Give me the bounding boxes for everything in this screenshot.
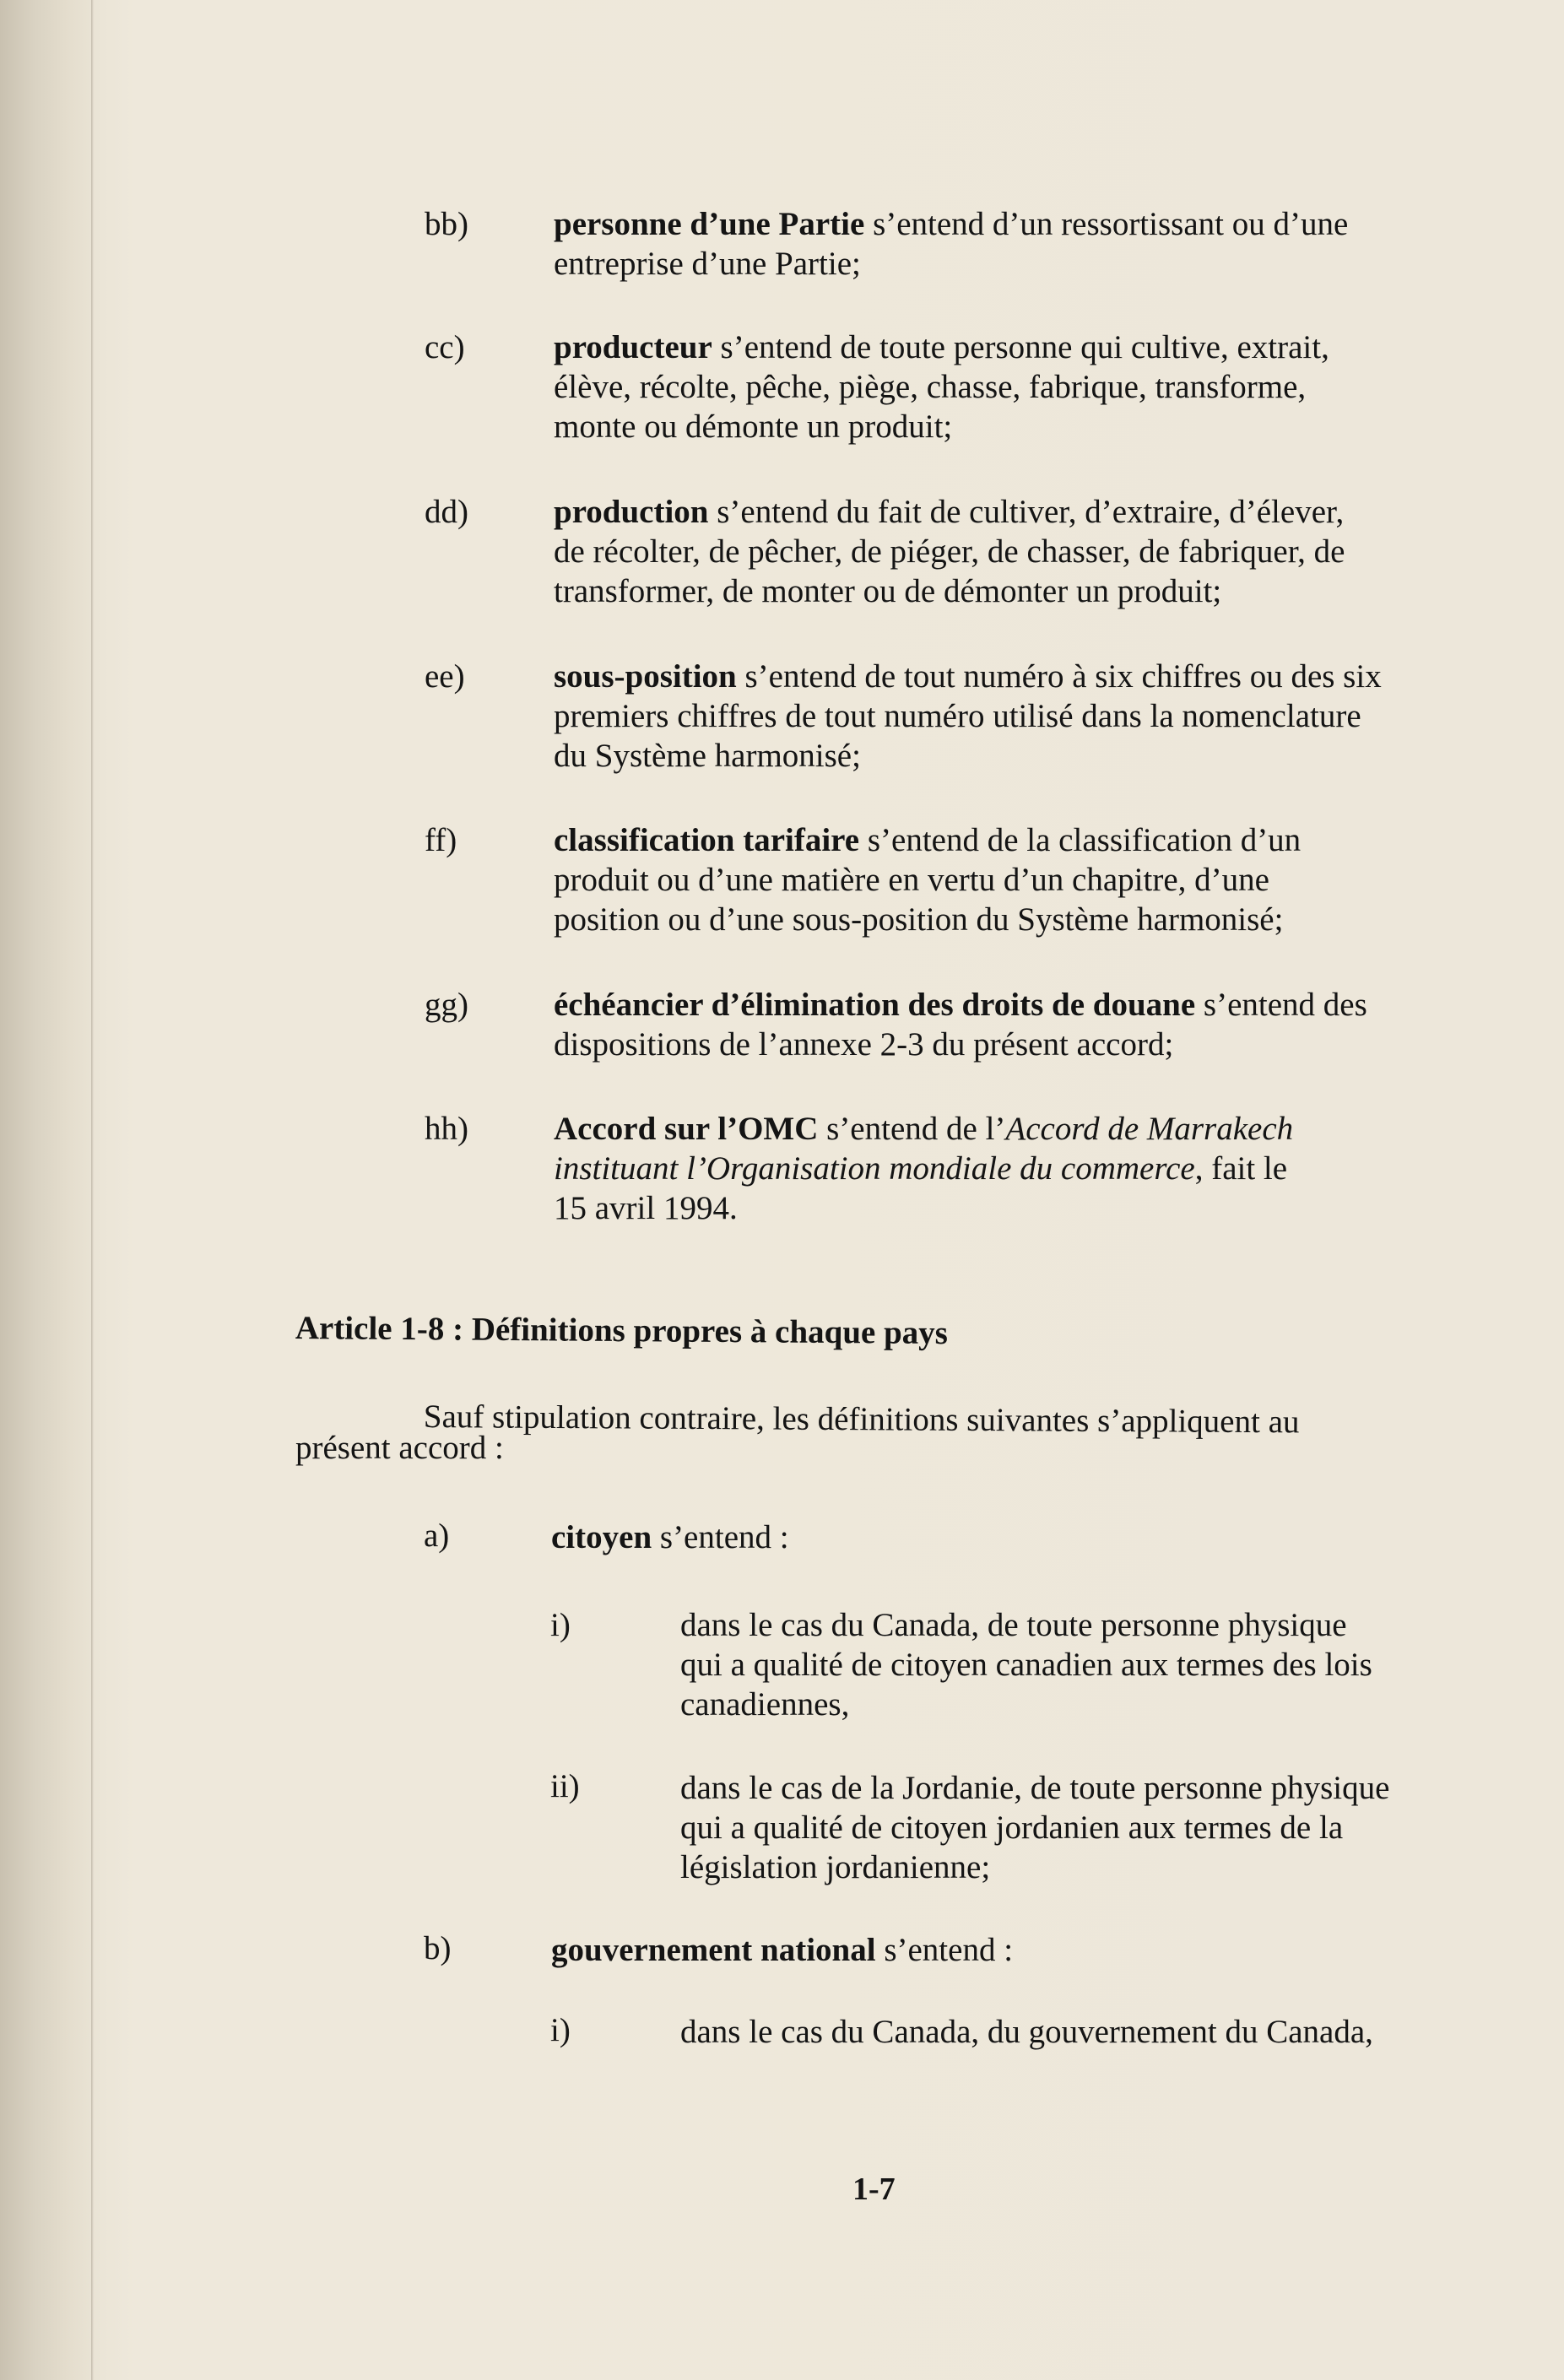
definition-line [554,657,1382,696]
treaty-title: instituant l’Organisation mondiale du commerce [554,1150,1195,1187]
definition-label: hh) [425,1111,468,1147]
sub-item-line: dans le cas du Canada, de toute personne physique [680,1607,1347,1643]
definition-label: bb) [425,206,468,242]
page-number: 1-7 [852,2172,896,2207]
definition-label: cc) [425,329,465,365]
definition-line: position ou d’une sous-position du Système harmonisé; [554,901,1284,938]
definition-label: a) [424,1517,450,1554]
definition-line: de récolter, de pêcher, de piéger, de chasser, de fabriquer, de [554,533,1345,570]
treaty-title: Accord de Marrakech [1005,1111,1294,1147]
definition-line: élève, récolte, pêche, piège, chasse, fabrique, transforme, [554,369,1307,405]
definition-text: s’entend de tout numéro à six chiffres ou des six [736,658,1382,695]
definition-label: b) [424,1930,452,1966]
definition-line [554,985,1367,1025]
definition-text: s’entend de l’ [818,1111,1006,1147]
definition-line [554,820,1301,860]
definition-line: premiers chiffres de tout numéro utilisé dans la nomenclature [554,698,1361,734]
definition-text: s’entend de toute personne qui cultive, extrait, [712,329,1329,365]
definition-text: s’entend de la classification d’un [859,822,1302,858]
definition-line: transformer, de monter ou de démonter un produit; [554,573,1222,609]
definition-label: ee) [425,658,465,695]
definition-line [551,1930,1013,1970]
definition-term: Accord sur l’OMC [554,1111,819,1147]
definition-line [554,204,1348,244]
definition-line [554,327,1329,367]
sub-item-label: ii) [550,1768,580,1804]
definition-term: gouvernement national [551,1932,876,1968]
definition-text: , fait le [1194,1150,1288,1187]
definition-term: producteur [554,329,712,365]
article-intro-line: Sauf stipulation contraire, les définitions suivantes s’appliquent au [423,1398,1300,1441]
definition-term: production [554,494,709,530]
definition-line: dispositions de l’annexe 2-3 du présent accord; [554,1026,1174,1063]
definition-line: du Système harmonisé; [554,738,861,774]
sub-item-label: i) [550,1607,571,1643]
sub-item-line: qui a qualité de citoyen jordanien aux termes de la [680,1809,1344,1846]
definition-term: citoyen [551,1519,652,1555]
definition-line [554,492,1344,532]
definition-text: s’entend du fait de cultiver, d’extraire, d’élever, [708,494,1345,530]
definition-label: gg) [425,987,468,1023]
sub-item-line: canadiennes, [680,1686,850,1723]
definition-line [554,1109,1293,1149]
definition-label: ff) [425,822,457,858]
definition-text: s’entend : [652,1519,789,1555]
definition-term: échéancier d’élimination des droits de douane [554,987,1196,1023]
definition-line: produit ou d’une matière en vertu d’un chapitre, d’une [554,862,1269,898]
definition-line [554,1149,1287,1188]
sub-item-label: i) [550,2012,571,2048]
definition-line [551,1517,789,1557]
definition-line: monte ou démonte un produit; [554,408,953,445]
sub-item-line: qui a qualité de citoyen canadien aux termes des lois [680,1647,1372,1683]
sub-item-line: législation jordanienne; [680,1849,991,1885]
definition-text: s’entend des [1195,987,1367,1023]
definition-term: personne d’une Partie [554,206,865,242]
definition-label: dd) [425,494,468,530]
binding-shadow [91,0,94,2380]
definition-text: s’entend d’un ressortissant ou d’une [864,206,1349,242]
article-intro-line: présent accord : [295,1430,504,1466]
sub-item-line: dans le cas du Canada, du gouvernement du Canada, [680,2014,1373,2050]
definition-line: entreprise d’une Partie; [554,246,861,282]
sub-item-line: dans le cas de la Jordanie, de toute personne physique [680,1770,1390,1806]
definition-line: 15 avril 1994. [554,1190,738,1226]
definition-term: sous-position [554,658,737,695]
article-heading: Article 1-8 : Définitions propres à chaque pays [295,1309,949,1352]
definition-term: classification tarifaire [554,822,860,858]
definition-text: s’entend : [875,1932,1014,1968]
